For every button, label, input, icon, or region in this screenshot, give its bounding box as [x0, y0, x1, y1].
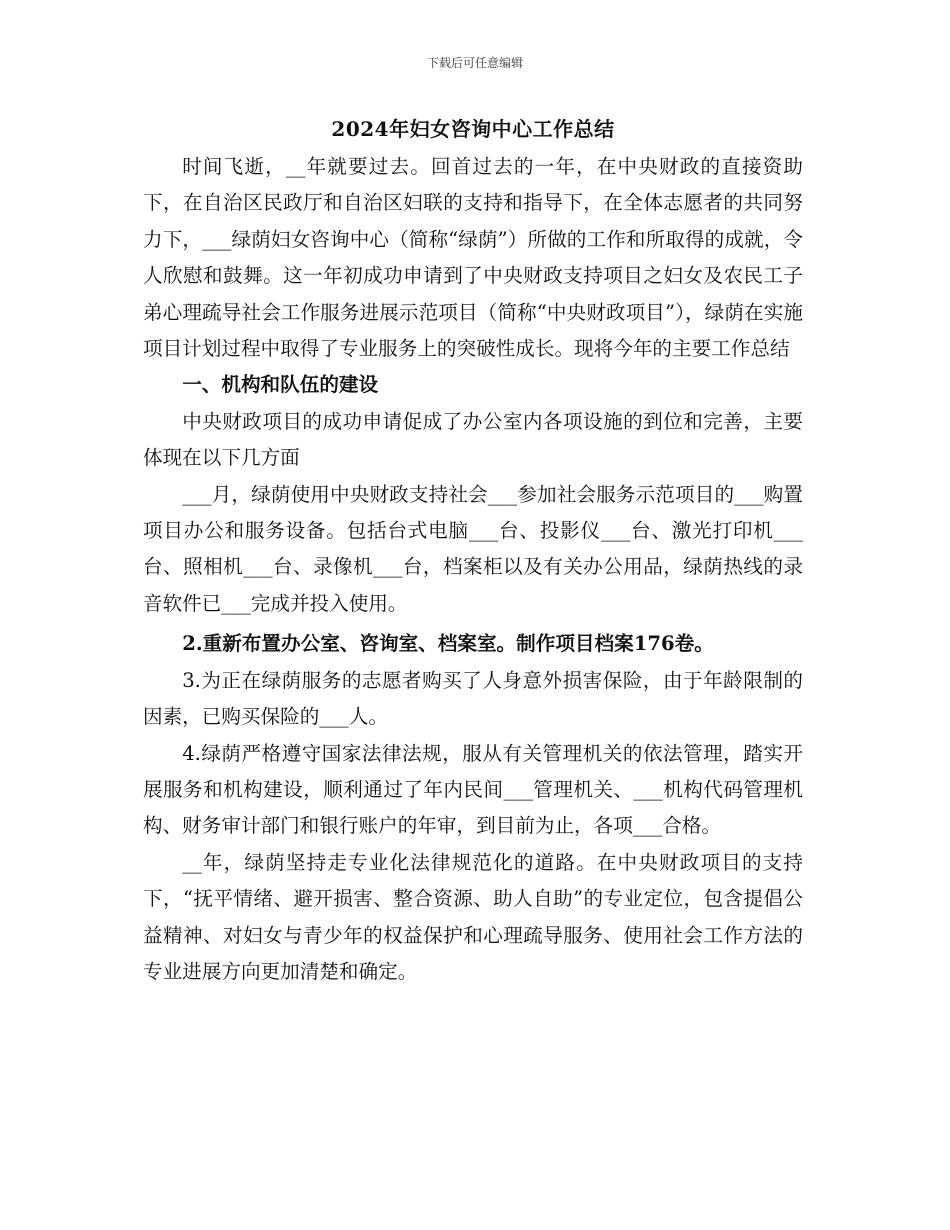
closing-paragraph: __年，绿荫坚持走专业化法律规范化的道路。在中央财政项目的支持下，“抚平情绪、避开损害、整合资源、助人自助”的专业定位，包含提倡公益精神、对妇女与青少年的权益保护和心理疏导服务、使用社会工作方法的专业进展方向更加清楚和确定。: [143, 850, 803, 983]
insurance-item: 3.为正在绿荫服务的志愿者购买了人身意外损害保险，由于年龄限制的因素，已购买保险的___人。: [143, 668, 803, 729]
intro-paragraph: 时间飞逝，__年就要过去。回首过去的一年，在中央财政的直接资助下，在自治区民政厅和自治区妇联的支持和指导下，在全体志愿者的共同努力下，___绿荫妇女咨询中心（简称“绿荫”）所做的工作和所取得的成就，令人欣慰和鼓舞。这一年初成功申请到了中央财政支持项目之妇女及农民工子弟心理疏导社会工作服务进展示范项目（简称“中央财政项目”），绿荫在实施项目计划过程中取得了专业服务上的突破性成长。现将今年的主要工作总结: [143, 155, 803, 361]
header-note: 下载后可任意编辑: [426, 56, 523, 70]
document-body: [143, 114, 803, 990]
document-title: 2024年妇女咨询中心工作总结: [331, 117, 615, 141]
section-heading: 一、机构和队伍的建设: [182, 373, 379, 397]
equipment-paragraph: ___月，绿荫使用中央财政支持社会___参加社会服务示范项目的___购置项目办公和服务设备。包括台式电脑___台、投影仪___台、激光打印机___台、照相机___台、录像机___台，档案柜以及有关办公用品，绿荫热线的录音软件已___完成并投入使用。: [143, 482, 803, 615]
office-arrangement-item: 2.重新布置办公室、咨询室、档案室。制作项目档案176卷。: [182, 632, 714, 656]
facility-summary-paragraph: 中央财政项目的成功申请促成了办公室内各项设施的到位和完善，主要体现在以下几方面: [143, 409, 803, 470]
compliance-item: 4.绿荫严格遵守国家法律法规，服从有关管理机关的依法管理，踏实开展服务和机构建设，顺利通过了年内民间___管理机关、___机构代码管理机构、财务审计部门和银行账户的年审，到目前为止，各项___合格。: [143, 741, 803, 838]
